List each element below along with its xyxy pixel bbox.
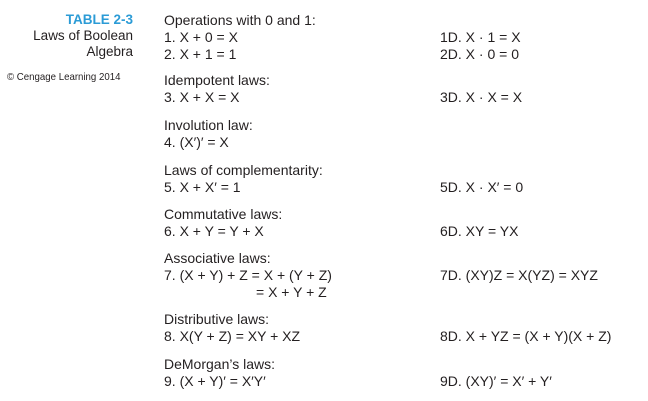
section-involution [164, 117, 634, 151]
law-row [164, 29, 634, 46]
table-title-line2: Algebra [86, 44, 133, 59]
law-left: 8. X(Y + Z) = XY + XZ [164, 328, 301, 344]
copyright-credit: © Cengage Learning 2014 [7, 71, 121, 83]
law-left: 7. (X + Y) + Z = X + (Y + Z) [164, 267, 332, 283]
law-right: 6D. XY = YX [440, 223, 519, 239]
table-caption [0, 12, 133, 60]
law-left: 6. X + Y = Y + X [164, 223, 264, 239]
law-row [164, 328, 634, 345]
law-right: 5D. X · X′ = 0 [440, 179, 524, 195]
law-right: 3D. X · X = X [440, 89, 523, 105]
law-continuation-row [164, 284, 634, 301]
section-title: DeMorgan’s laws: [164, 356, 276, 372]
law-right: 9D. (XY)′ = X′ + Y′ [440, 373, 552, 389]
law-row [164, 89, 634, 106]
law-right: 7D. (XY)Z = X(YZ) = XYZ [440, 267, 598, 283]
law-row [164, 223, 634, 240]
law-right: 2D. X · 0 = 0 [440, 46, 519, 62]
section-title: Associative laws: [164, 250, 271, 266]
law-left: 5. X + X′ = 1 [164, 179, 241, 195]
section-title: Operations with 0 and 1: [164, 12, 316, 28]
table-title-line1: Laws of Boolean [33, 28, 133, 43]
law-left: 2. X + 1 = 1 [164, 46, 237, 62]
section-demorgan [164, 356, 634, 390]
table-number: TABLE 2-3 [65, 12, 133, 27]
section-associative [164, 250, 634, 301]
law-row [164, 46, 634, 63]
section-title: Idempotent laws: [164, 72, 270, 88]
section-title: Involution law: [164, 117, 253, 133]
law-right: 1D. X · 1 = X [440, 29, 521, 45]
law-left: 9. (X + Y)′ = X′Y′ [164, 373, 266, 389]
section-title: Distributive laws: [164, 311, 270, 327]
law-left: 1. X + 0 = X [164, 29, 238, 45]
law-continuation: = X + Y + Z [256, 284, 327, 300]
section-title: Commutative laws: [164, 206, 283, 222]
law-left: 4. (X′)′ = X [164, 134, 229, 150]
section-commutative [164, 206, 634, 240]
section-complementarity [164, 162, 634, 196]
law-row [164, 267, 634, 284]
law-left: 3. X + X = X [164, 89, 240, 105]
law-row [164, 373, 634, 390]
law-row [164, 179, 634, 196]
law-right: 8D. X + YZ = (X + Y)(X + Z) [440, 328, 612, 344]
section-operations [164, 12, 634, 63]
section-title: Laws of complementarity: [164, 162, 323, 178]
section-idempotent [164, 72, 634, 106]
law-row [164, 134, 634, 151]
section-distributive [164, 311, 634, 345]
